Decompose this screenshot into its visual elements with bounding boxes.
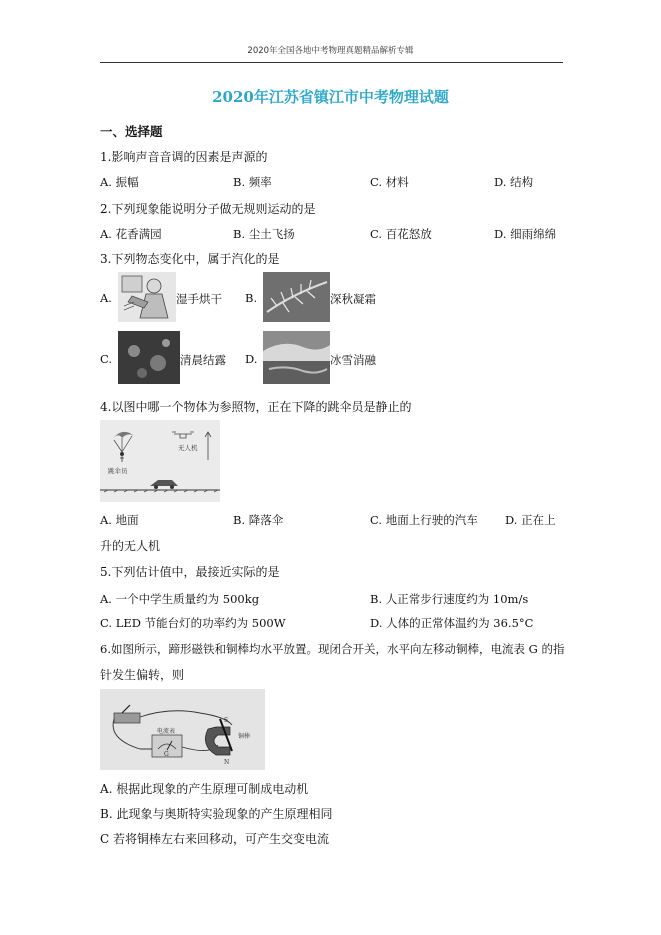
q1-option-b: B. 频率 xyxy=(233,175,272,189)
q1-option-d: D. 结构 xyxy=(494,175,534,189)
q4-figure-skydiver xyxy=(100,420,220,502)
q6-label-n: N xyxy=(224,759,230,766)
q4-label-skydiver: 跳伞员 xyxy=(108,467,128,475)
q4-label-drone: 无人机 xyxy=(178,444,198,452)
q4-option-d-wrap: 升的无人机 xyxy=(100,539,161,553)
q3-image-wet-hands-dryer xyxy=(118,272,176,322)
q2-option-c: C. 百花怒放 xyxy=(370,227,432,241)
q3-option-a-letter: A. xyxy=(100,291,112,305)
q6-option-b: B. 此现象与奥斯特实验现象的产生原理相同 xyxy=(100,807,333,821)
q5-option-c: C. LED 节能台灯的功率约为 500W xyxy=(100,616,286,630)
q2-option-a: A. 花香满园 xyxy=(100,227,162,241)
q6-option-a: A. 根据此现象的产生原理可制成电动机 xyxy=(100,782,309,796)
q3-image-frost xyxy=(263,272,330,322)
question-4-stem: 4.以图中哪一个物体为参照物，正在下降的跳伞员是静止的 xyxy=(100,400,412,414)
q6-label-ammeter: 电流表 xyxy=(157,728,176,735)
q6-label-copper-rod: 铜棒 xyxy=(238,733,251,740)
q1-option-a: A. 振幅 xyxy=(100,175,139,189)
q4-option-c: C. 地面上行驶的汽车 xyxy=(370,513,478,527)
q5-option-d: D. 人体的正常体温约为 36.5°C xyxy=(370,616,534,630)
q3-caption-d: 冰雪消融 xyxy=(330,353,376,367)
q2-option-d: D. 细雨绵绵 xyxy=(494,227,557,241)
q4-option-d: D. 正在上 xyxy=(505,513,556,527)
q3-image-melting-snow xyxy=(263,331,330,384)
q6-label-g: G xyxy=(164,751,169,758)
question-2-stem: 2.下列现象能说明分子做无规则运动的是 xyxy=(100,202,316,216)
q3-caption-b: 深秋凝霜 xyxy=(330,292,376,306)
q4-option-a: A. 地面 xyxy=(100,513,139,527)
q6-option-c: C 若将铜棒左右来回移动，可产生交变电流 xyxy=(100,832,329,846)
question-6-stem-line-2: 针发生偏转，则 xyxy=(100,668,185,682)
exam-title: 2020年江苏省镇江市中考物理试题 xyxy=(212,88,449,106)
q3-option-b-letter: B. xyxy=(245,291,258,305)
question-3-stem: 3.下列物态变化中，属于汽化的是 xyxy=(100,252,280,266)
q1-option-c: C. 材料 xyxy=(370,175,409,189)
question-6-stem-line-1: 6.如图所示，蹄形磁铁和铜棒均水平放置。现闭合开关，水平向左移动铜棒，电流表 G 的指 xyxy=(100,642,565,656)
header-divider xyxy=(100,62,563,63)
q3-option-c-letter: C. xyxy=(100,352,113,366)
q3-option-d-letter: D. xyxy=(245,352,258,366)
q3-caption-c: 清晨结露 xyxy=(180,353,226,367)
q3-image-dew xyxy=(118,331,180,384)
q6-label-s: S xyxy=(224,717,229,724)
q2-option-b: B. 尘土飞扬 xyxy=(233,227,295,241)
q5-option-b: B. 人正常步行速度约为 10m/s xyxy=(370,592,529,606)
q3-caption-a: 湿手烘干 xyxy=(176,292,222,306)
question-1-stem: 1.影响声音音调的因素是声源的 xyxy=(100,150,268,164)
page-header: 2020年全国各地中考物理真题精品解析专辑 xyxy=(247,46,414,56)
section-heading: 一、选择题 xyxy=(100,124,163,139)
q6-figure-circuit xyxy=(100,689,265,770)
q5-option-a: A. 一个中学生质量约为 500kg xyxy=(100,592,260,606)
question-5-stem: 5.下列估计值中，最接近实际的是 xyxy=(100,565,280,579)
q4-option-b: B. 降落伞 xyxy=(233,513,284,527)
